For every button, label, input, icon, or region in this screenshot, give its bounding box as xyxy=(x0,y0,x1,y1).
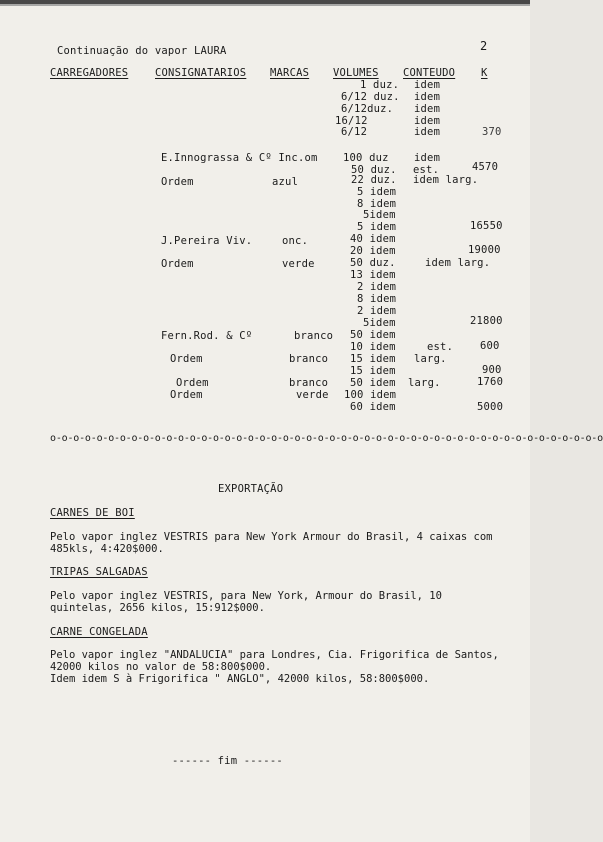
row-volumes: 2 idem xyxy=(357,281,397,293)
row-kilos: 1760 xyxy=(477,376,504,388)
row-volumes: 15 idem xyxy=(350,365,396,377)
row-shipper: J.Pereira Viv. xyxy=(161,235,253,247)
row-kilos: 600 xyxy=(480,340,500,352)
row-content: idem larg. xyxy=(425,257,491,269)
row-shipper: Fern.Rod. & Cº xyxy=(161,330,253,342)
row-volumes: 50 idem xyxy=(350,329,396,341)
row-content: idem xyxy=(414,103,441,115)
col-carregadores: CARREGADORES xyxy=(50,67,129,79)
row-volumes: 8 idem xyxy=(357,293,397,305)
row-volumes: 16/12 xyxy=(335,115,368,127)
row-content: larg. xyxy=(408,377,441,389)
row-shipper: E.Innograssa & Cº Inc.om xyxy=(161,152,318,164)
row-shipper: Ordem xyxy=(170,389,203,401)
paragraph-carnes-de-boi: Pelo vapor inglez VESTRIS para New York Armour do Brasil, 4 caixas com 485kls, 4:420$000. xyxy=(50,531,499,555)
col-kilos: K xyxy=(481,67,488,79)
row-volumes: 50 duz. xyxy=(350,257,396,269)
row-volumes: 100 duz xyxy=(343,152,389,164)
row-mark: azul xyxy=(272,176,299,188)
row-volumes: 10 idem xyxy=(350,341,396,353)
row-volumes: 60 idem xyxy=(350,401,396,413)
paragraph-tripas-salgadas: Pelo vapor inglez VESTRIS, para New York, Armour do Brasil, 10 quintelas, 2656 kilos, 15:912$000. xyxy=(50,590,449,614)
row-kilos: 21800 xyxy=(470,315,503,327)
row-kilos: 370 xyxy=(482,126,502,138)
header-line: Continuação do vapor LAURA xyxy=(57,45,227,57)
row-mark: verde xyxy=(282,258,315,270)
row-kilos: 900 xyxy=(482,364,502,376)
row-volumes: 100 idem xyxy=(344,389,397,401)
row-volumes: 2 idem xyxy=(357,305,397,317)
row-volumes: 20 idem xyxy=(350,245,396,257)
row-kilos: 5000 xyxy=(477,401,504,413)
col-conteudo: CONTEUDO xyxy=(403,67,456,79)
col-marcas: MARCAS xyxy=(270,67,310,79)
row-shipper: Ordem xyxy=(176,377,209,389)
section-title: EXPORTAÇÃO xyxy=(218,483,284,495)
footer-fim: ------ fim ------ xyxy=(172,755,283,767)
row-content: est. xyxy=(427,341,454,353)
col-consignatarios: CONSIGNATARIOS xyxy=(155,67,247,79)
row-content: larg. xyxy=(414,353,447,365)
row-volumes: 6/12duz. xyxy=(341,103,394,115)
heading-carne-congelada: CARNE CONGELADA xyxy=(50,626,148,638)
row-mark: branco xyxy=(289,377,329,389)
row-volumes: 1 duz. xyxy=(360,79,400,91)
row-content: est. xyxy=(413,164,440,176)
row-volumes: 22 duz. xyxy=(351,174,397,186)
row-kilos: 19000 xyxy=(468,244,501,256)
paragraph-carne-congelada: Pelo vapor inglez "ANDALUCIA" para Londres, Cia. Frigorifica de Santos, 42000 kilos no valor de 58:800$000. Idem idem S à Frigorifica " ANGLO", 42000 kilos, 58:800$000. xyxy=(50,649,499,685)
row-content: idem xyxy=(414,91,441,103)
row-mark: onc. xyxy=(282,235,309,247)
row-volumes: 50 idem xyxy=(350,377,396,389)
separator-line: o-o-o-o-o-o-o-o-o-o-o-o-o-o-o-o-o-o-o-o-o-o-o-o-o-o-o-o-o-o-o-o-o-o-o-o-o-o-o-o-o-o-o-o-o-o-o-o xyxy=(50,433,603,444)
row-volumes: 50 duz. xyxy=(351,164,397,176)
row-volumes: 6/12 xyxy=(341,126,368,138)
row-content: idem xyxy=(414,115,441,127)
row-volumes: 5idem xyxy=(363,317,396,329)
row-content: idem xyxy=(414,152,441,164)
row-volumes: 15 idem xyxy=(350,353,396,365)
scan-edge xyxy=(0,0,530,10)
row-shipper: Ordem xyxy=(170,353,203,365)
row-content: idem xyxy=(414,79,441,91)
row-volumes: 40 idem xyxy=(350,233,396,245)
row-volumes: 5 idem xyxy=(357,221,397,233)
row-mark: branco xyxy=(289,353,329,365)
row-content: idem larg. xyxy=(413,174,479,186)
row-mark: branco xyxy=(294,330,334,342)
row-shipper: Ordem xyxy=(161,176,194,188)
row-volumes: 8 idem xyxy=(357,198,397,210)
row-kilos: 4570 xyxy=(472,161,499,173)
row-volumes: 5idem xyxy=(363,209,396,221)
row-mark: verde xyxy=(296,389,329,401)
row-kilos: 16550 xyxy=(470,220,503,232)
col-volumes: VOLUMES xyxy=(333,67,379,79)
row-volumes: 13 idem xyxy=(350,269,396,281)
row-content: idem xyxy=(414,126,441,138)
row-volumes: 6/12 duz. xyxy=(341,91,400,103)
heading-carnes-de-boi: CARNES DE BOI xyxy=(50,507,135,519)
row-shipper: Ordem xyxy=(161,258,194,270)
page-number: 2 xyxy=(480,39,488,53)
row-volumes: 5 idem xyxy=(357,186,397,198)
heading-tripas-salgadas: TRIPAS SALGADAS xyxy=(50,566,148,578)
